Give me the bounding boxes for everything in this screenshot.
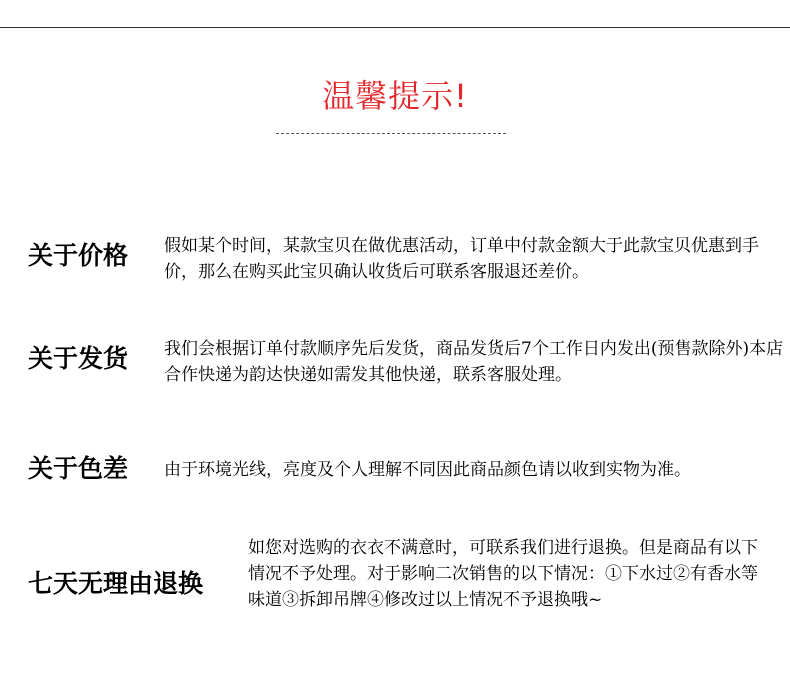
price-text: 假如某个时间，某款宝贝在做优惠活动，订单中付款金额大于此款宝贝优惠到手价，那么在购买此宝贝确认收货后可联系客服退还差价。 — [164, 236, 759, 282]
title-dashed-underline — [276, 133, 506, 134]
color-difference-heading: 关于色差 — [28, 454, 129, 483]
shipping-heading: 关于发货 — [28, 344, 129, 373]
notice-title: 温馨提示! — [322, 77, 468, 115]
top-divider — [0, 27, 790, 28]
shipping-text: 我们会根据订单付款顺序先后发货，商品发货后7个工作日内发出(预售款除外)本店合作快递为韵达快递如需发其他快递，联系客服处理。 — [164, 339, 784, 385]
color-difference-text: 由于环境光线，亮度及个人理解不同因此商品颜色请以收到实物为准。 — [164, 460, 691, 480]
return-policy-text: 如您对选购的衣衣不满意时，可联系我们进行退换。但是商品有以下情况不予处理。对于影响二次销售的以下情况：①下水过②有香水等味道③拆卸吊牌④修改过以上情况不予退换哦~ — [248, 538, 758, 610]
return-policy-heading: 七天无理由退换 — [28, 569, 204, 598]
price-heading: 关于价格 — [28, 241, 129, 270]
